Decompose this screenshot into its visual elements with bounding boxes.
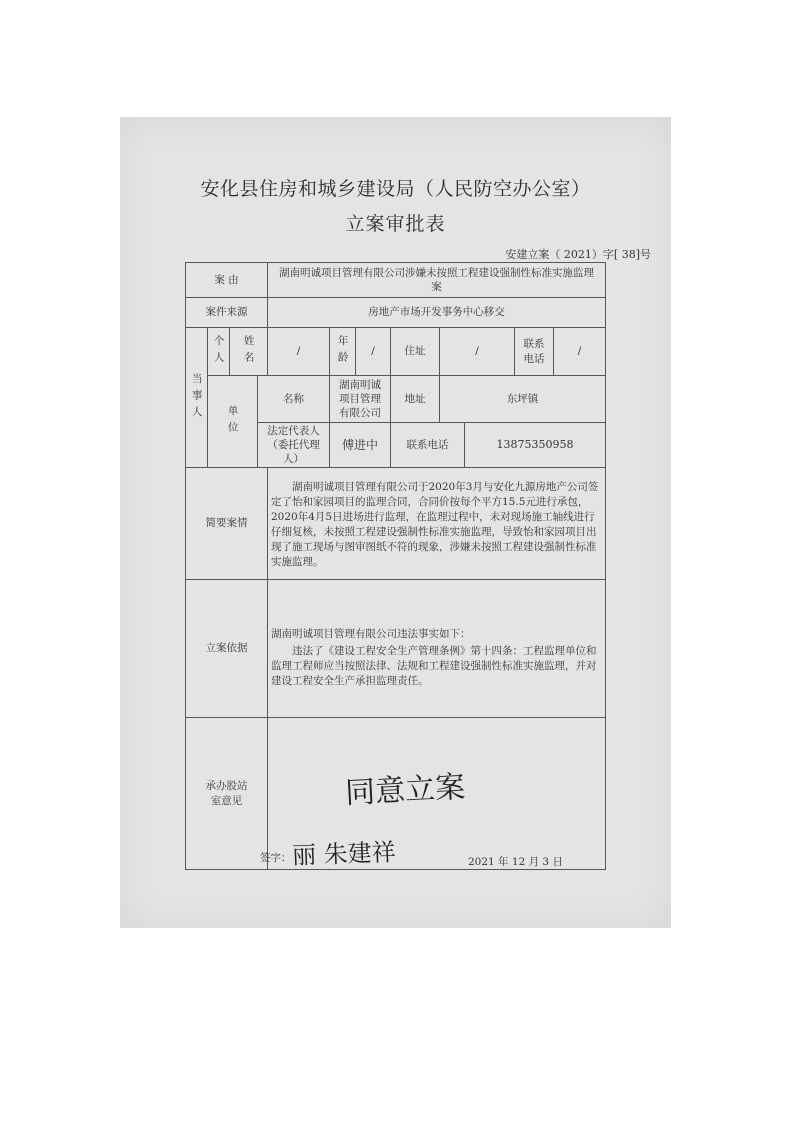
legal-rep-label: 法定代表人（委托代理人） (257, 422, 330, 468)
document-paper (120, 117, 671, 928)
address-label: 住址 (390, 327, 440, 376)
name-label: 姓名 (229, 327, 268, 376)
case-source-value: 房地产市场开发事务中心移交 (267, 297, 606, 328)
opinion-handwritten: 同意立案 (344, 769, 467, 812)
unit-phone-label: 联系电话 (390, 422, 465, 468)
document-subtitle: 立案审批表 (345, 213, 446, 235)
unit-name-label: 名称 (257, 375, 330, 423)
case-reason-label: 案 由 (185, 262, 268, 298)
phone-value: / (553, 327, 606, 376)
basis-intro: 湖南明诚项目管理有限公司违法事实如下： (271, 628, 471, 640)
signature-label: 签字： (260, 852, 292, 864)
unit-address-label: 地址 (390, 375, 440, 423)
unit-label: 单位 (207, 375, 258, 468)
party-label: 当事人 (185, 327, 208, 468)
age-value: / (355, 327, 391, 376)
phone-label: 联系电话 (514, 327, 554, 376)
unit-address-value: 东坪镇 (439, 375, 606, 423)
opinion-label: 承办股站室意见 (185, 717, 268, 870)
brief-text: 湖南明诚项目管理有限公司于2020年3月与安化九源房地产公司签定了怡和家园项目的监理合同，合同价按每个平方15.5元进行承包，2020年4月5日进场进行监理，在监理过程中，未对现场施工轴线进行仔细复核，未按照工程建设强制性标准实施监理，导致怡和家园项目出现了施工现场与图审图纸不符的现象，涉嫌未按照工程建设强制性标准实施监理。 (271, 481, 599, 568)
brief-label: 简要案情 (185, 467, 268, 580)
basis-label: 立案依据 (185, 579, 268, 718)
address-value: / (439, 327, 515, 376)
case-reason-value: 湖南明诚项目管理有限公司涉嫌未按照工程建设强制性标准实施监理案 (267, 262, 606, 298)
unit-phone-value: 13875350958 (464, 422, 606, 468)
signature-names: 丽 朱建祥 (291, 838, 397, 870)
unit-name-value: 湖南明诚项目管理有限公司 (329, 375, 391, 423)
legal-rep-value: 傅进中 (329, 422, 391, 468)
individual-label: 个人 (207, 327, 230, 376)
sign-date: 2021 年 12 月 3 日 (468, 856, 563, 868)
document-title: 安化县住房和城乡建设局（人民防空办公室） (200, 178, 591, 200)
name-value: / (267, 327, 330, 376)
case-source-label: 案件来源 (185, 297, 268, 328)
age-label: 年龄 (329, 327, 356, 376)
basis-text: 违法了《建设工程安全生产管理条例》第十四条：工程监理单位和监理工程师应当按照法律、法规和工程建设强制性标准实施监理，并对建设工程安全生产承担监理责任。 (271, 645, 597, 687)
document-number: 安建立案（ 2021）字[ 38]号 (505, 248, 651, 261)
